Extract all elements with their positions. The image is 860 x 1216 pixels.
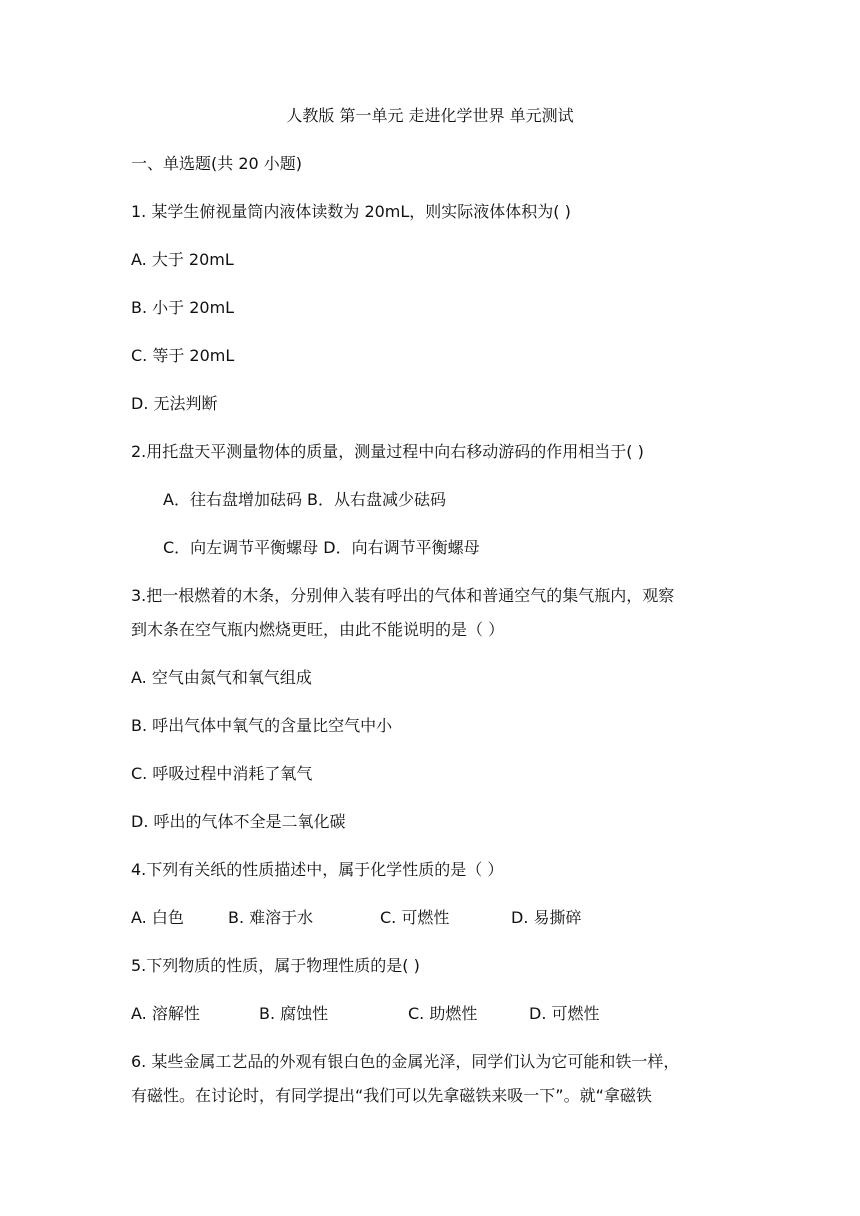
- question-5-option-b: B. 腐蚀性: [259, 1004, 329, 1023]
- question-5-option-d: D. 可燃性: [529, 1004, 600, 1023]
- question-1-option-d: D. 无法判断: [131, 394, 218, 413]
- question-5-option-c: C. 助燃性: [408, 1004, 478, 1023]
- question-4-option-c: C. 可燃性: [380, 908, 450, 927]
- question-5-stem: 5.下列物质的性质，属于物理性质的是( ): [131, 956, 420, 975]
- question-4-stem: 4.下列有关纸的性质描述中，属于化学性质的是（ ）: [131, 860, 504, 879]
- question-3-stem-line-1: 3.把一根燃着的木条，分别伸入装有呼出的气体和普通空气的集气瓶内，观察: [131, 586, 675, 605]
- question-5-options-row: [131, 1002, 600, 1026]
- question-3-stem-line-2: 到木条在空气瓶内燃烧更旺，由此不能说明的是（ ）: [131, 620, 505, 639]
- question-3-option-a: A. 空气由氮气和氧气组成: [131, 668, 312, 687]
- question-3-option-b: B. 呼出气体中氧气的含量比空气中小: [131, 716, 393, 735]
- question-6-stem-line-1: 6. 某些金属工艺品的外观有银白色的金属光泽，同学们认为它可能和铁一样，: [131, 1052, 680, 1071]
- section-heading: 一、单选题(共 20 小题): [131, 154, 303, 173]
- question-1-option-a: A. 大于 20mL: [131, 250, 234, 269]
- question-2-options-row-1: A．往右盘增加砝码 B．从右盘减少砝码: [163, 490, 447, 509]
- question-4-options-row: [131, 906, 582, 930]
- document-title: 人教版 第一单元 走进化学世界 单元测试: [286, 106, 574, 125]
- question-5-option-a: A. 溶解性: [131, 1004, 200, 1023]
- question-2-options-row-2: C．向左调节平衡螺母 D．向右调节平衡螺母: [163, 538, 480, 557]
- question-1-option-b: B. 小于 20mL: [131, 298, 235, 317]
- question-6-stem-line-2: 有磁性。在讨论时，有同学提出“我们可以先拿磁铁来吸一下”。就“拿磁铁: [131, 1086, 652, 1105]
- question-4-option-b: B. 难溶于水: [228, 908, 314, 927]
- question-1-option-c: C. 等于 20mL: [131, 346, 235, 365]
- question-3-option-d: D. 呼出的气体不全是二氧化碳: [131, 812, 346, 831]
- question-4-option-a: A. 白色: [131, 908, 184, 927]
- question-1-stem: 1. 某学生俯视量筒内液体读数为 20mL，则实际液体体积为( ): [131, 202, 571, 221]
- question-2-stem: 2.用托盘天平测量物体的质量，测量过程中向右移动游码的作用相当于( ): [131, 442, 644, 461]
- question-4-option-d: D. 易撕碎: [511, 908, 582, 927]
- question-3-option-c: C. 呼吸过程中消耗了氧气: [131, 764, 313, 783]
